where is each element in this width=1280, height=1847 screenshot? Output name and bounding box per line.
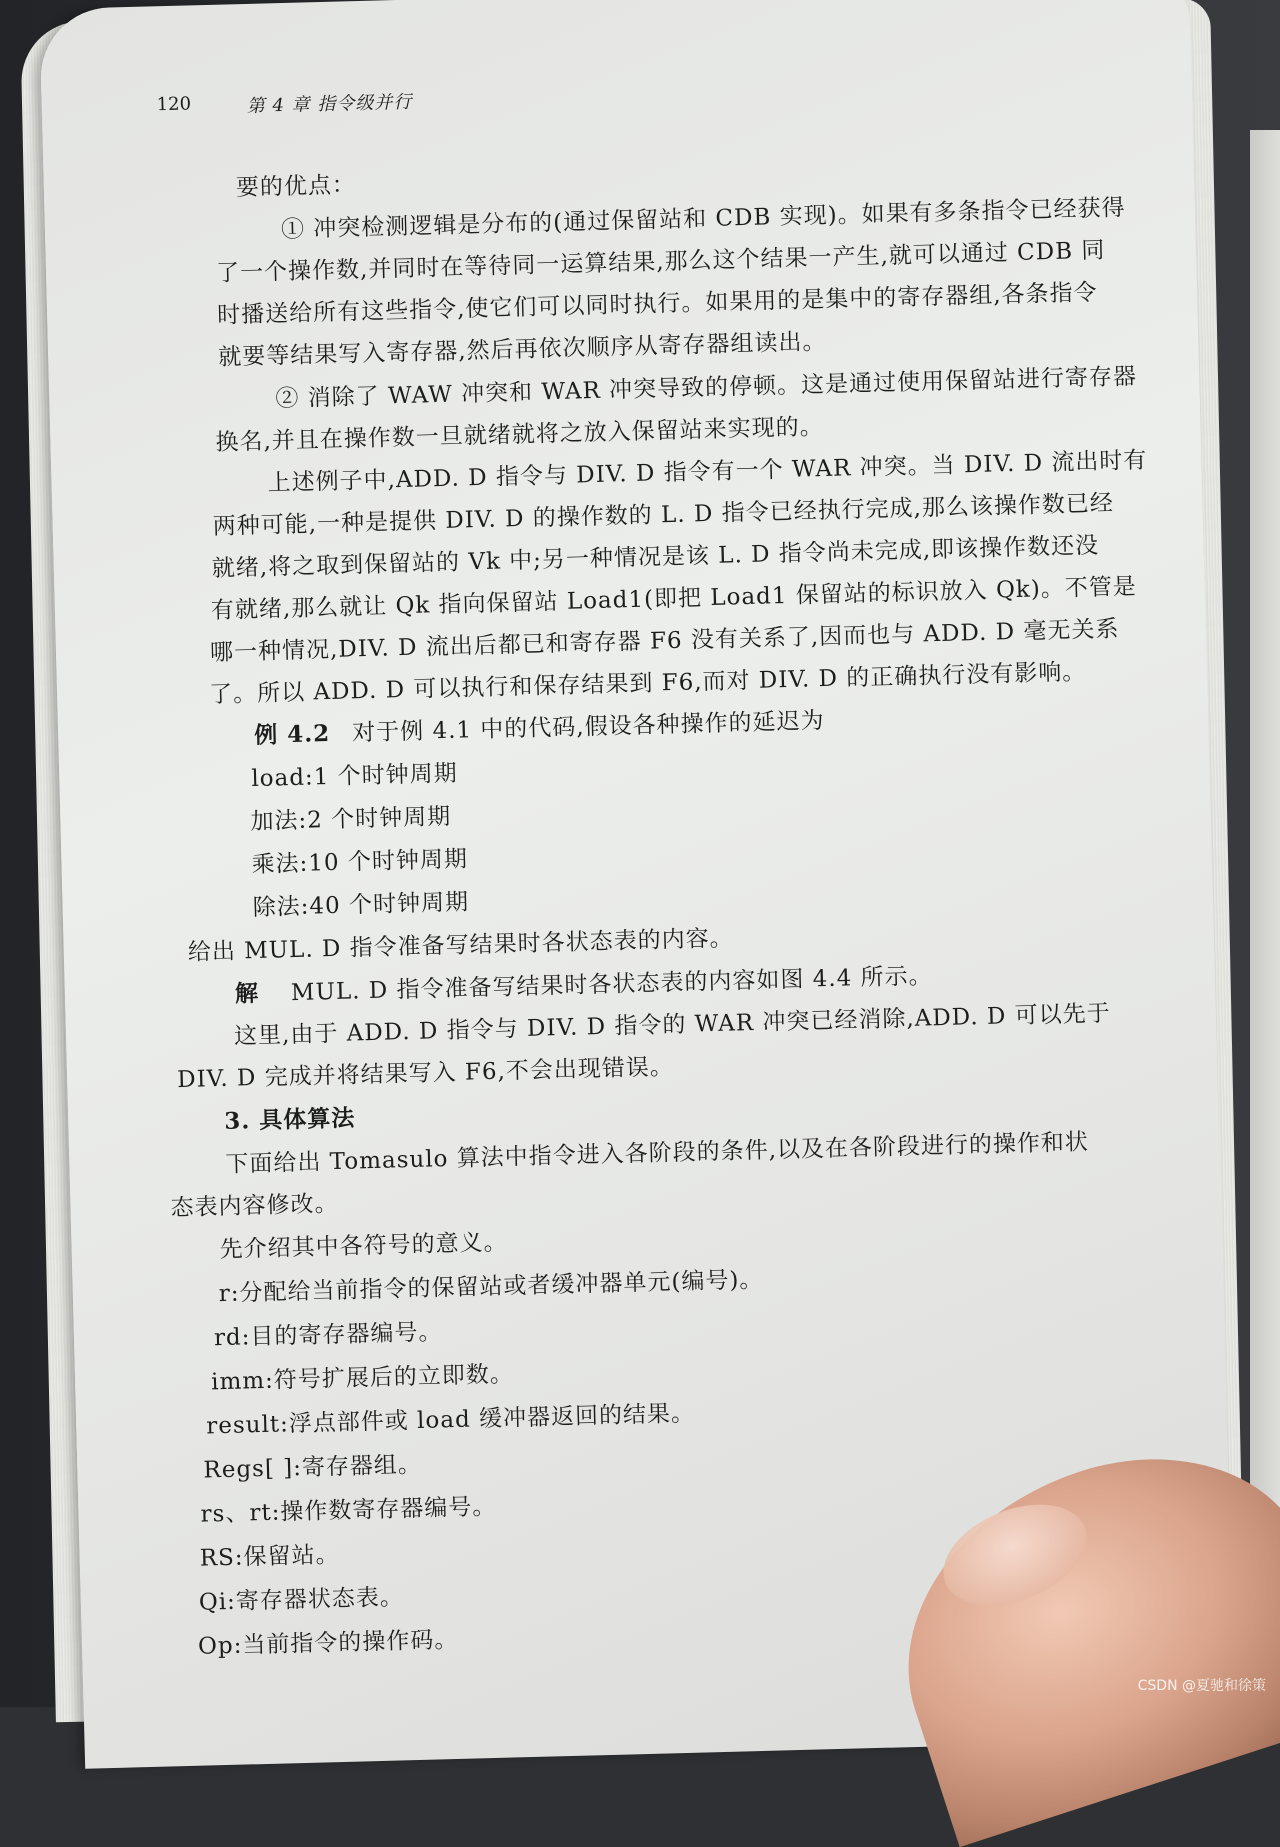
text-line: ① 冲突检测逻辑是分布的(通过保留站和 CDB 实现)。如果有多条指令已经获得 (280, 194, 1126, 244)
text-line: 换名,并且在操作数一旦就绪就将之放入保留站来实现的。 (215, 413, 825, 456)
text-line: ② 消除了 WAW 冲突和 WAR 冲突导致的停顿。这是通过使用保留站进行寄存器 (275, 363, 1138, 413)
text-line: 就要等结果写入寄存器,然后再依次顺序从寄存器组读出。 (218, 328, 827, 371)
page-number: 120 (156, 93, 192, 116)
text-line: 了。所以 ADD. D 可以执行和保存结果到 F6,而对 DIV. D 的正确执行没有影响。 (208, 659, 1087, 709)
text-line: 给出 MUL. D 指令准备写结果时各状态表的内容。 (187, 925, 734, 966)
symbol-item: RS:保留站。 (199, 1542, 340, 1572)
section-heading: 3. 具体算法 (223, 1104, 356, 1135)
text-line: 态表内容修改。 (170, 1190, 339, 1222)
symbol-item: Regs[ ]:寄存器组。 (203, 1451, 423, 1484)
example-label: 例 4.2 (253, 719, 331, 749)
latency-item: load:1 个时钟周期 (251, 760, 458, 793)
symbol-item: r:分配给当前指令的保留站或者缓冲器单元(编号)。 (218, 1266, 764, 1308)
chapter-header: 第 4 章 指令级并行 (246, 91, 413, 117)
text-line: DIV. D 完成并将结果写入 F6,不会出现错误。 (176, 1054, 675, 1094)
text-line: 就绪,将之取到保留站的 Vk 中;另一种情况是该 L. D 指令尚未完成,即该操作数还没 (211, 532, 1100, 583)
symbol-item: rd:目的寄存器编号。 (213, 1319, 443, 1352)
text-line: MUL. D 指令准备写结果时各状态表的内容如图 4.4 所示。 (290, 963, 933, 1007)
text-line: 这里,由于 ADD. D 指令与 DIV. D 指令的 WAR 冲突已经消除,ADD. D 可以先于 (233, 1000, 1112, 1050)
text-line: 要的优点： (235, 172, 357, 202)
text-line: 时播送给所有这些指令,使它们可以同时执行。如果用的是集中的寄存器组,各条指令 (216, 279, 1098, 329)
latency-item: 除法:40 个时钟周期 (252, 889, 470, 922)
solution-label: 解 (234, 979, 260, 1008)
watermark: CSDN @夏驰和徐策 (1137, 1678, 1266, 1694)
symbol-item: Op:当前指令的操作码。 (197, 1626, 459, 1660)
text-line: 上述例子中,ADD. D 指令与 DIV. D 指令有一个 WAR 冲突。当 DIV. D 流出时有 (267, 447, 1148, 497)
text-line: 下面给出 Tomasulo 算法中指令进入各阶段的条件,以及在各阶段进行的操作和状 (225, 1129, 1090, 1178)
symbol-item: result:浮点部件或 load 缓冲器返回的结果。 (205, 1400, 696, 1440)
symbol-item: imm:符号扩展后的立即数。 (210, 1361, 515, 1396)
symbol-item: rs、rt:操作数寄存器编号。 (200, 1493, 497, 1528)
text-line: 哪一种情况,DIV. D 流出后都已和寄存器 F6 没有关系了,因而也与 ADD. D 毫无关系 (209, 616, 1120, 667)
symbol-item: Qi:寄存器状态表。 (198, 1584, 405, 1616)
text-line: 先介绍其中各符号的意义。 (219, 1229, 508, 1264)
latency-item: 乘法:10 个时钟周期 (251, 846, 469, 879)
text-line: 了一个操作数,并同时在等待同一运算结果,那么这个结果一产生,就可以通过 CDB 同 (215, 237, 1106, 287)
text-line: 有就绪,那么就让 Qk 指向保留站 Load1(即把 Load1 保留站的标识放入 Qk)。不管是 (210, 573, 1138, 625)
text-line: 两种可能,一种是提供 DIV. D 的操作数的 L. D 指令已经执行完成,那么该操作数已经 (212, 490, 1115, 540)
text-line: 对于例 4.1 中的代码,假设各种操作的延迟为 (351, 708, 825, 747)
latency-item: 加法:2 个时钟周期 (250, 803, 452, 836)
